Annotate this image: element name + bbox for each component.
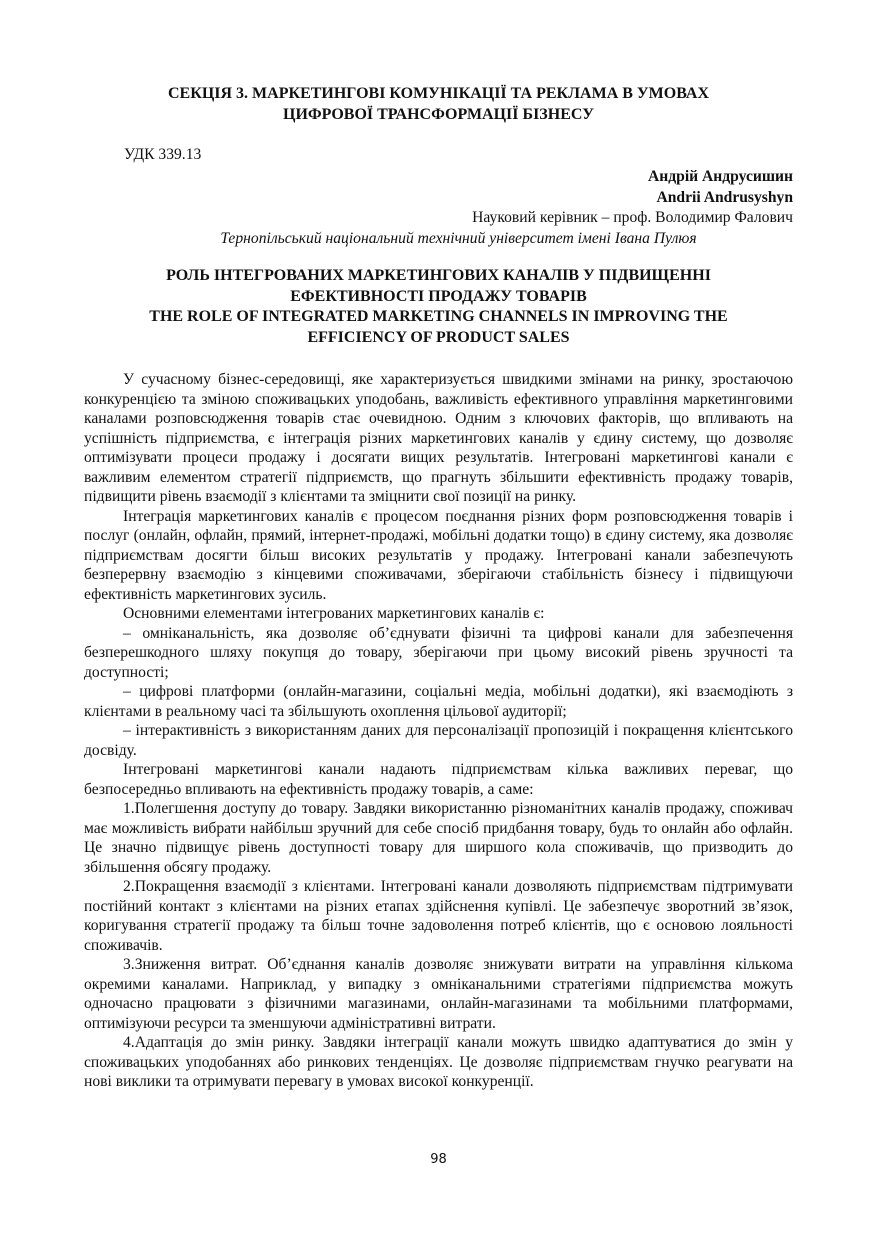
paragraph: Основними елементами інтегрованих маркетингових каналів є: bbox=[123, 605, 545, 622]
paragraph: 1.Полегшення доступу до товару. Завдяки використанню різноманітних каналів продажу, споживач має можливість вибрати найбільш зручний для себе спосіб придбання товару, будь то онлайн або офлайн. Це значно підвищує рівень доступності товару для ширшого кола споживачів, що призводить до збільшення обсягу продажу. bbox=[84, 800, 793, 876]
page-number: 98 bbox=[430, 1152, 447, 1167]
paragraph: 4.Адаптація до змін ринку. Завдяки інтеграції канали можуть швидко адаптуватися до змін у споживацьких уподобаннях або ринкових тенденціях. Це дозволяє підприємствам гнучко реагувати на нові виклики та отримувати перевагу в умовах високої конкуренції. bbox=[84, 1034, 793, 1090]
title-en-line-1: THE ROLE OF INTEGRATED MARKETING CHANNELS IN IMPROVING THE bbox=[149, 308, 728, 325]
section-title bbox=[84, 83, 793, 125]
paragraph: Інтеграція маркетингових каналів є процесом поєднання різних форм розповсюдження товарів і послуг (онлайн, офлайн, прямий, інтернет-продажі, мобільні додатки тощо) в єдину систему, яка дозволяє підприємствам досягти більш високих результатів у продажу. Інтегровані канали забезпечують безперервну взаємодію з кінцевими споживачами, зберігаючи стабільність бізнесу і підвищуючи ефективність маркетингових зусиль. bbox=[84, 507, 793, 603]
paragraph: 2.Покращення взаємодії з клієнтами. Інтегровані канали дозволяють підприємствам підтримувати постійний контакт з клієнтами на різних етапах здійснення купівлі. Це забезпечує зворотний зв’язок, коригування стратегії продажу та більш точне задоволення потреб клієнтів, що є основою лояльності споживачів. bbox=[84, 878, 793, 954]
section-title-line-1: СЕКЦІЯ 3. МАРКЕТИНГОВІ КОМУНІКАЦІЇ ТА РЕКЛАМА В УМОВАХ bbox=[167, 85, 709, 102]
paragraph: 3.Зниження витрат. Об’єднання каналів дозволяє знижувати витрати на управління кількома окремими каналами. Наприклад, у випадку з омніканальними стратегіями підприємства можуть одночасно працювати з фізичними магазинами, онлайн-магазинами та мобільними платформами, оптимізуючи ресурси та зменшуючи адміністративні витрати. bbox=[84, 956, 793, 1032]
title-uk-line-1: РОЛЬ ІНТЕГРОВАНИХ МАРКЕТИНГОВИХ КАНАЛІВ У ПІДВИЩЕННІ bbox=[166, 267, 711, 284]
udk-code: УДК 339.13 bbox=[124, 146, 202, 163]
title-uk-line-2: ЕФЕКТИВНОСТІ ПРОДАЖУ ТОВАРІВ bbox=[290, 287, 587, 305]
affiliation: Тернопільський національний технічний університет імені Івана Пулюя bbox=[220, 229, 697, 247]
body-text bbox=[84, 370, 793, 1092]
author-name-en: Andrii Andrusyshyn bbox=[656, 188, 793, 206]
title-en-line-2: EFFICIENCY OF PRODUCT SALES bbox=[307, 328, 570, 346]
supervisor: Науковий керівник – проф. Володимир Фалович bbox=[472, 209, 793, 226]
list-item: – цифрові платформи (онлайн-магазини, соціальні медіа, мобільні додатки), які взаємодіють з клієнтами в реальному часі та збільшують охоплення цільової аудиторії; bbox=[84, 683, 793, 720]
paragraph: Інтегровані маркетингові канали надають підприємствам кілька важливих переваг, що безпосередньо впливають на ефективність продажу товарів, а саме: bbox=[84, 761, 793, 798]
list-item: – омніканальність, яка дозволяє об’єднувати фізичні та цифрові канали для забезпечення безперешкодного шляху покупця до товару, зберігаючи при цьому високий рівень зручності та доступності; bbox=[84, 624, 793, 681]
list-item: – інтерактивність з використанням даних для персоналізації пропозицій і покращення клієнтського досвіду. bbox=[84, 722, 793, 759]
author-name-uk: Андрій Андрусишин bbox=[648, 168, 793, 185]
paper-title bbox=[84, 266, 793, 348]
paragraph: У сучасному бізнес-середовищі, яке характеризується швидкими змінами на ринку, зростаючою конкуренцією та зміною споживацьких уподобань, важливість ефективного управління маркетинговими каналами розповсюдження товарів стає очевидною. Одним з ключових факторів, що впливають на успішність підприємства, є інтеграція різних маркетингових каналів у єдину систему, що дозволяє оптимізувати процеси продажу і досягати вищих результатів. Інтегровані маркетингові канали є важливим елементом стратегії підприємств, що прагнуть збільшити ефективність продажу товарів, підвищити рівень взаємодії з клієнтами та зміцнити свої позиції на ринку. bbox=[84, 371, 793, 505]
section-title-line-2: ЦИФРОВОЇ ТРАНСФОРМАЦІЇ БІЗНЕСУ bbox=[283, 106, 594, 123]
author-block bbox=[84, 167, 793, 249]
